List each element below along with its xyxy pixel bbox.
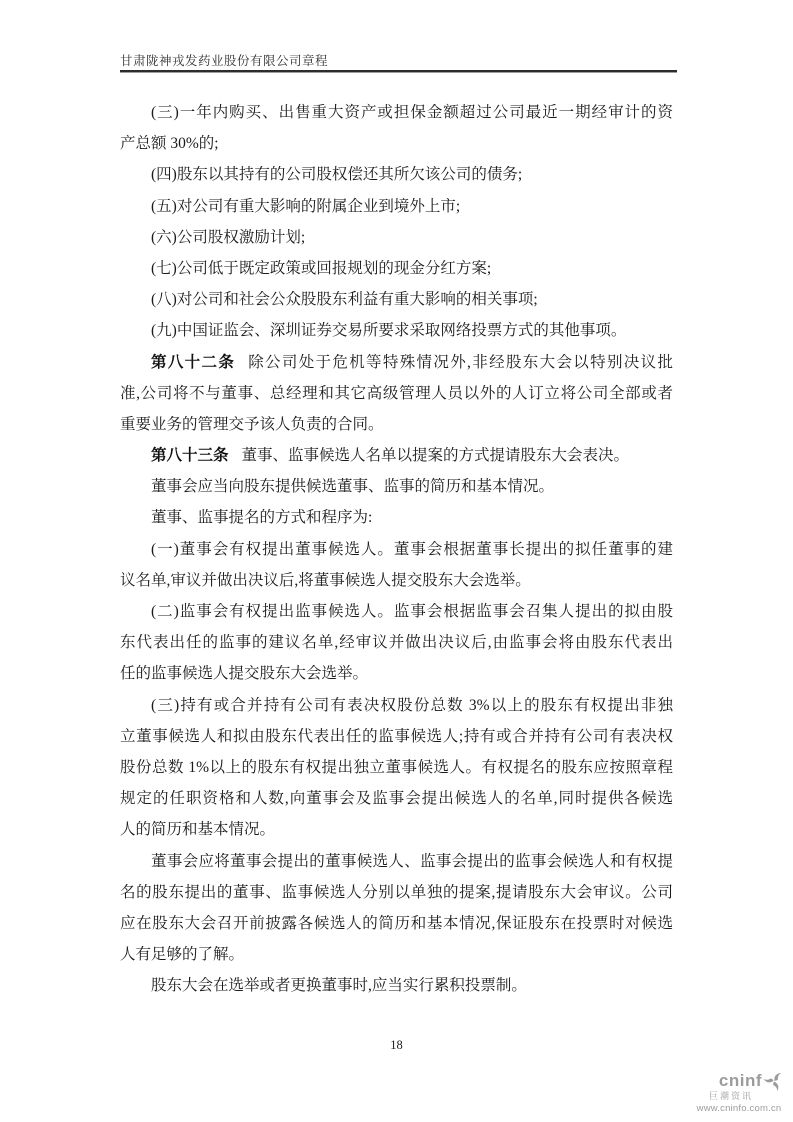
text-segment: 董事会应将董事会提出的董事候选人、监事会提出的监事会候选人和有权提 xyxy=(151,852,673,870)
text-segment: 应在股东大会召开前披露各候选人的简历和基本情况,保证股东在投票时对候选 xyxy=(120,914,673,932)
paragraph xyxy=(120,502,673,533)
cninfo-logo-subtext: 巨潮资讯 xyxy=(708,1091,753,1101)
text-line xyxy=(120,783,673,814)
text-segment: 名的股东提出的董事、监事候选人分别以单独的提案,提请股东大会审议。公司 xyxy=(120,883,673,901)
text-line xyxy=(120,97,673,128)
text-segment: (三)持有或合并持有公司有表决权股份总数 3%以上的股东有权提出非独 xyxy=(151,696,673,714)
paragraph xyxy=(120,97,673,159)
text-line xyxy=(120,627,673,658)
cninfo-logo xyxy=(691,1070,787,1114)
cninfo-logo-text: cninf xyxy=(718,1070,762,1090)
text-segment: 准,公司将不与董事、总经理和其它高级管理人员以外的人订立将公司全部或者 xyxy=(120,384,673,402)
text-line xyxy=(120,970,673,1001)
text-line xyxy=(120,939,673,970)
page-header-title: 甘肃陇神戎发药业股份有限公司章程 xyxy=(120,54,329,68)
text-line xyxy=(120,908,673,939)
article-number: 第八十二条 xyxy=(151,353,236,371)
paragraph xyxy=(120,690,673,846)
text-line xyxy=(120,315,673,346)
text-line xyxy=(120,253,673,284)
paragraph xyxy=(120,970,673,1001)
text-segment: (二)监事会有权提出监事候选人。监事会根据监事会召集人提出的拟由股 xyxy=(151,603,673,620)
text-line xyxy=(120,471,673,502)
text-line xyxy=(120,222,673,253)
article-number: 第八十三条 xyxy=(151,447,229,465)
text-segment: 董事、监事提名的方式和程序为: xyxy=(151,509,373,527)
text-line xyxy=(120,347,673,378)
text-segment: 立董事候选人和拟由股东代表出任的监事候选人;持有或合并持有公司有表决权 xyxy=(120,727,673,745)
document-body xyxy=(120,97,673,1001)
cninfo-swirl-icon xyxy=(763,1070,785,1092)
text-segment: (一)董事会有权提出董事候选人。董事会根据董事长提出的拟任董事的建 xyxy=(151,540,673,558)
text-segment: (五)对公司有重大影响的附属企业到境外上市; xyxy=(151,197,461,215)
text-segment: 股东大会在选举或者更换董事时,应当实行累积投票制。 xyxy=(151,977,527,995)
text-line xyxy=(120,159,673,190)
text-segment: 董事会应当向股东提供候选董事、监事的简历和基本情况。 xyxy=(151,478,555,496)
text-line xyxy=(120,721,673,752)
paragraph xyxy=(120,846,673,971)
text-segment: 任的监事候选人提交股东大会选举。 xyxy=(120,665,369,683)
text-line xyxy=(120,128,673,159)
text-segment: 股份总数 1%以上的股东有权提出独立董事候选人。有权提名的股东应按照章程 xyxy=(120,758,673,776)
text-line xyxy=(120,378,673,409)
text-segment: 规定的任职资格和人数,向董事会及监事会提出候选人的名单,同时提供各候选 xyxy=(120,790,673,808)
text-line xyxy=(120,690,673,721)
text-line xyxy=(120,409,673,440)
text-segment: 重要业务的管理交予该人负责的合同。 xyxy=(120,415,384,433)
paragraph xyxy=(120,471,673,502)
text-segment: (六)公司股权激励计划; xyxy=(151,228,306,246)
text-line xyxy=(120,658,673,689)
text-line xyxy=(120,846,673,877)
text-segment: 议名单,审议并做出决议后,将董事候选人提交股东大会选举。 xyxy=(120,571,531,589)
cninfo-logo-url: www.cninfo.com.cn xyxy=(696,1102,782,1114)
header-divider xyxy=(120,70,677,73)
text-line xyxy=(120,440,673,471)
paragraph xyxy=(120,315,673,346)
paragraph xyxy=(120,253,673,284)
text-segment: (四)股东以其持有的公司股权偿还其所欠该公司的债务; xyxy=(151,166,523,184)
text-segment: 人有足够的了解。 xyxy=(120,946,245,964)
paragraph xyxy=(120,222,673,253)
text-line xyxy=(120,814,673,845)
text-segment: (八)对公司和社会公众股股东利益有重大影响的相关事项; xyxy=(151,291,538,309)
paragraph xyxy=(120,534,673,596)
paragraph xyxy=(120,284,673,315)
paragraph xyxy=(120,191,673,222)
text-segment: (九)中国证监会、深圳证券交易所要求采取网络投票方式的其他事项。 xyxy=(151,322,627,340)
paragraph xyxy=(120,347,673,441)
text-segment: (三)一年内购买、出售重大资产或担保金额超过公司最近一期经审计的资 xyxy=(151,104,673,121)
page-number: 18 xyxy=(390,1038,403,1052)
text-segment: 人的简历和基本情况。 xyxy=(120,821,276,839)
text-segment: 除公司处于危机等特殊情况外,非经股东大会以特别决议批 xyxy=(248,353,673,371)
text-line xyxy=(120,284,673,315)
text-segment: 董事、监事候选人名单以提案的方式提请股东大会表决。 xyxy=(241,447,630,465)
text-segment: 产总额 30%的; xyxy=(120,135,219,153)
paragraph xyxy=(120,440,673,471)
paragraph xyxy=(120,159,673,190)
text-line xyxy=(120,191,673,222)
text-line xyxy=(120,877,673,908)
text-line xyxy=(120,502,673,533)
cninfo-logo-row xyxy=(691,1070,787,1092)
text-line xyxy=(120,534,673,565)
paragraph xyxy=(120,596,673,690)
text-segment: 东代表出任的监事的建议名单,经审议并做出决议后,由监事会将由股东代表出 xyxy=(120,634,673,652)
text-segment: (七)公司低于既定政策或回报规划的现金分红方案; xyxy=(151,259,492,277)
text-line xyxy=(120,596,673,627)
text-line xyxy=(120,565,673,596)
text-line xyxy=(120,752,673,783)
